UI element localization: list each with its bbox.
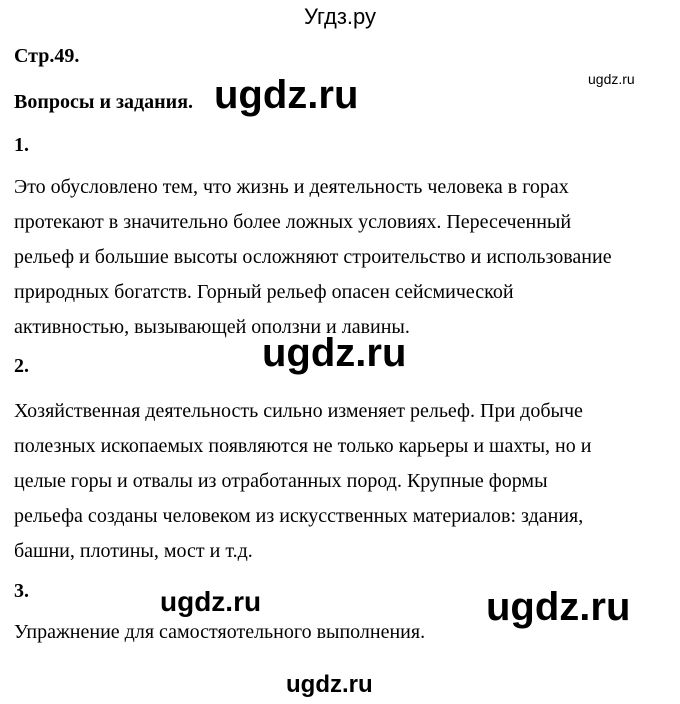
page-label: Стр.49.	[14, 45, 80, 67]
item-3-number: 3.	[14, 580, 29, 602]
watermark-small-top-right: ugdz.ru	[588, 71, 635, 87]
item-2-line-5: башни, плотины, мост и т.д.	[14, 540, 253, 562]
item-3-line-1: Упражнение для самостяотельного выполнения.	[14, 621, 426, 643]
item-1-number: 1.	[14, 134, 29, 156]
watermark-large-middle: ugdz.ru	[262, 331, 407, 375]
watermark-footer: ugdz.ru	[286, 671, 373, 698]
item-1-line-4: природных богатств. Горный рельеф опасен сейсмической	[14, 281, 514, 303]
watermark-large-bottom-right: ugdz.ru	[486, 585, 631, 629]
watermark-medium-bottom-left: ugdz.ru	[160, 586, 262, 617]
item-3-text	[14, 615, 664, 650]
item-1-line-1: Это обусловлено тем, что жизнь и деятельность человека в горах	[14, 176, 569, 198]
item-2-text	[14, 394, 664, 569]
item-1-line-2: протекают в значительно более ложных условиях. Пересеченный	[14, 211, 572, 233]
item-2-line-1: Хозяйственная деятельность сильно изменяет рельеф. При добыче	[14, 400, 583, 422]
section-title: Вопросы и задания.	[14, 91, 194, 113]
watermark-large-top: ugdz.ru	[214, 73, 359, 117]
site-header-title: Угдз.ру	[303, 4, 377, 29]
item-1-line-5: активностью, вызывающей оползни и лавины.	[14, 316, 410, 338]
item-1-text	[14, 170, 664, 345]
item-2-line-4: рельефа созданы человеком из искусственных материалов: здания,	[14, 505, 584, 527]
item-2-number: 2.	[14, 355, 29, 377]
item-2-line-2: полезных ископаемых появляются не только карьеры и шахты, но и	[14, 435, 592, 457]
item-2-line-3: целые горы и отвалы из отработанных пород. Крупные формы	[14, 470, 548, 492]
item-1-line-3: рельеф и большие высоты осложняют строительство и использование	[14, 246, 612, 268]
